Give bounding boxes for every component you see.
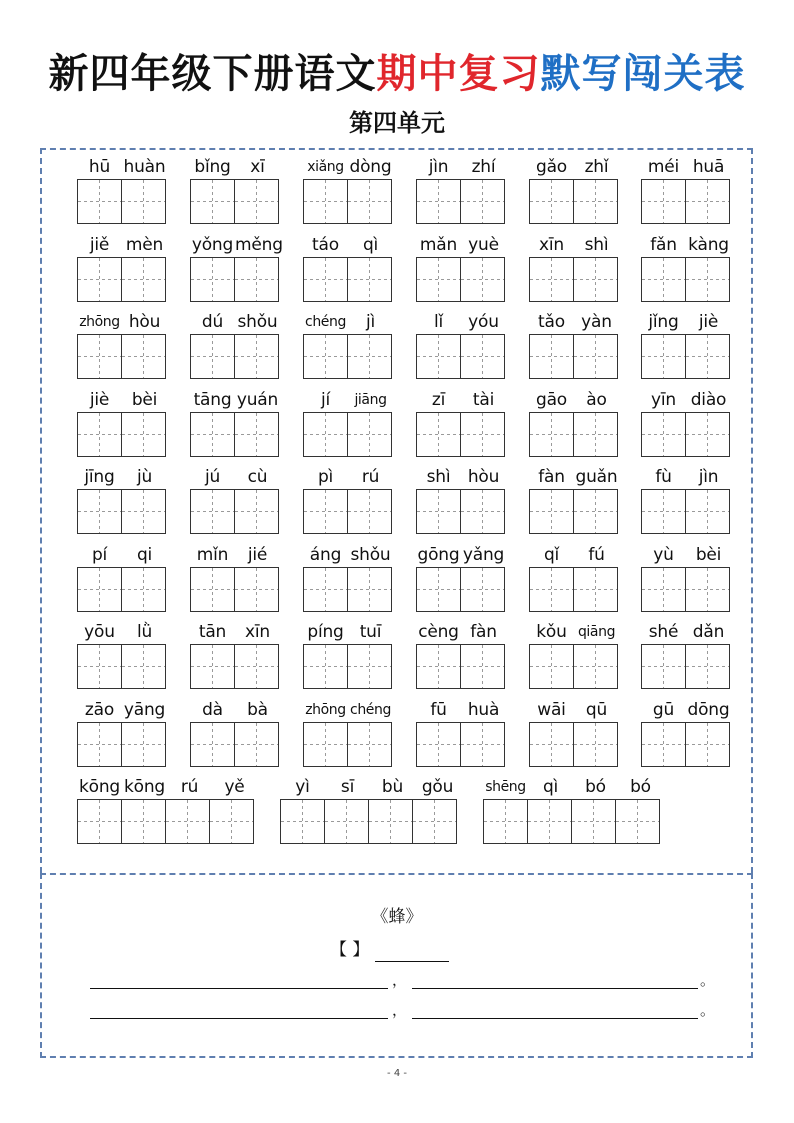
pinyin-word-5-4 <box>416 463 506 534</box>
pinyin-word-4-2 <box>190 386 280 457</box>
pinyin-word-1-3 <box>303 153 393 224</box>
pinyin-word-5-5 <box>529 463 619 534</box>
writing-box[interactable] <box>190 644 235 689</box>
writing-box[interactable] <box>77 489 122 534</box>
poem-line-1-blank-a[interactable] <box>90 968 388 989</box>
pinyin-word-7-6 <box>641 618 731 689</box>
pinyin-word-6-5 <box>529 541 619 612</box>
pinyin-syllable: sī <box>340 777 355 797</box>
writing-box[interactable] <box>303 412 348 457</box>
pinyin-syllable: gǎo <box>535 157 567 177</box>
pinyin-word-1-5 <box>529 153 619 224</box>
pinyin-syllable: hū <box>88 157 111 177</box>
pinyin-syllable: shǒu <box>237 312 278 332</box>
writing-box[interactable] <box>483 799 528 844</box>
pinyin-syllable: jù <box>136 467 153 487</box>
pinyin-syllable: qiāng <box>577 624 616 640</box>
pinyin-word-7-5 <box>529 618 619 689</box>
pinyin-syllable: jīng <box>84 467 115 487</box>
writing-box[interactable] <box>121 257 166 302</box>
writing-box[interactable] <box>529 179 574 224</box>
pinyin-syllable: bù <box>381 777 404 797</box>
writing-box[interactable] <box>685 257 730 302</box>
writing-box[interactable] <box>234 489 279 534</box>
pinyin-syllable: xiǎng <box>307 159 344 175</box>
writing-box[interactable] <box>685 644 730 689</box>
pinyin-syllable: zī <box>431 390 446 410</box>
pinyin-syllable: cù <box>247 467 268 487</box>
writing-box[interactable] <box>347 412 392 457</box>
page-title-part1: 新四年级下册语文 <box>48 50 377 97</box>
pinyin-word-1-2 <box>190 153 280 224</box>
pinyin-syllable: lǐ <box>433 312 444 332</box>
pinyin-syllable: gāo <box>535 390 567 410</box>
pinyin-syllable: diào <box>690 390 727 410</box>
writing-box[interactable] <box>685 567 730 612</box>
pinyin-syllable: jìn <box>428 157 449 177</box>
writing-box[interactable] <box>303 489 348 534</box>
pinyin-syllable: yāng <box>123 700 166 720</box>
pinyin-syllable: jú <box>204 467 221 487</box>
writing-box[interactable] <box>347 257 392 302</box>
pinyin-syllable: yù <box>653 545 674 565</box>
pinyin-syllable: xī <box>250 157 265 177</box>
pinyin-syllable: bó <box>630 777 651 797</box>
pinyin-syllable: huā <box>692 157 725 177</box>
pinyin-syllable: zhí <box>471 157 496 177</box>
pinyin-syllable: dōng <box>687 700 730 720</box>
pinyin-syllable: jì <box>365 312 376 332</box>
pinyin-syllable: yǒng <box>191 235 234 255</box>
pinyin-syllable: jiè <box>698 312 719 332</box>
pinyin-syllable: táo <box>312 235 339 255</box>
writing-box[interactable] <box>460 722 505 767</box>
pinyin-syllable: rú <box>361 467 380 487</box>
writing-box[interactable] <box>685 489 730 534</box>
writing-box[interactable] <box>685 334 730 379</box>
writing-box[interactable] <box>121 799 166 844</box>
pinyin-syllable: yīn <box>651 390 676 410</box>
writing-box[interactable] <box>573 489 618 534</box>
writing-box[interactable] <box>77 567 122 612</box>
writing-box[interactable] <box>412 799 457 844</box>
pinyin-syllable: fú <box>588 545 605 565</box>
pinyin-syllable: kōng <box>123 777 165 797</box>
pinyin-syllable: jiāng <box>354 392 387 408</box>
pinyin-word-2-2 <box>190 231 283 302</box>
pinyin-syllable: gǒu <box>421 777 454 797</box>
writing-box[interactable] <box>460 412 505 457</box>
pinyin-syllable: huà <box>467 700 500 720</box>
pinyin-word-3-6 <box>641 308 731 379</box>
writing-box[interactable] <box>234 567 279 612</box>
writing-box[interactable] <box>324 799 369 844</box>
pinyin-syllable: gōng <box>417 545 460 565</box>
writing-box[interactable] <box>368 799 413 844</box>
writing-box[interactable] <box>529 722 574 767</box>
writing-box[interactable] <box>416 567 461 612</box>
pinyin-syllable: kōng <box>78 777 120 797</box>
writing-box[interactable] <box>573 179 618 224</box>
writing-box[interactable] <box>416 722 461 767</box>
pinyin-word-2-3 <box>303 231 393 302</box>
writing-box[interactable] <box>165 799 210 844</box>
writing-box[interactable] <box>121 179 166 224</box>
pinyin-syllable: dú <box>201 312 224 332</box>
pinyin-syllable: fū <box>430 700 447 720</box>
writing-box[interactable] <box>190 722 235 767</box>
pinyin-word-5-2 <box>190 463 280 534</box>
writing-box[interactable] <box>641 412 686 457</box>
pinyin-word-2-5 <box>529 231 619 302</box>
writing-box[interactable] <box>573 722 618 767</box>
writing-box[interactable] <box>234 257 279 302</box>
pinyin-syllable: jié <box>247 545 268 565</box>
pinyin-syllable: wāi <box>537 700 566 720</box>
pinyin-syllable: rú <box>180 777 199 797</box>
pinyin-syllable: yì <box>295 777 310 797</box>
writing-box[interactable] <box>529 412 574 457</box>
writing-box[interactable] <box>529 644 574 689</box>
writing-box[interactable] <box>190 489 235 534</box>
pinyin-word-7-2 <box>190 618 280 689</box>
page-title <box>0 48 794 100</box>
writing-box[interactable] <box>573 257 618 302</box>
writing-box[interactable] <box>529 489 574 534</box>
writing-box[interactable] <box>209 799 254 844</box>
pinyin-syllable: huàn <box>123 157 166 177</box>
writing-box[interactable] <box>529 567 574 612</box>
pinyin-word-8-2 <box>190 696 280 767</box>
pinyin-syllable: fàn <box>470 622 497 642</box>
pinyin-syllable: jǐng <box>648 312 679 332</box>
pinyin-syllable: qì <box>542 777 559 797</box>
writing-box[interactable] <box>685 179 730 224</box>
writing-box[interactable] <box>641 489 686 534</box>
pinyin-syllable: jí <box>320 390 331 410</box>
writing-box[interactable] <box>77 179 122 224</box>
page-title-part3: 默写闯关表 <box>540 50 746 97</box>
writing-box[interactable] <box>460 489 505 534</box>
writing-box[interactable] <box>641 644 686 689</box>
writing-box[interactable] <box>685 412 730 457</box>
poem-line-2-blank-a[interactable] <box>90 998 388 1019</box>
writing-box[interactable] <box>347 567 392 612</box>
pinyin-syllable: lǜ <box>136 622 153 642</box>
writing-box[interactable] <box>77 799 122 844</box>
writing-box[interactable] <box>303 722 348 767</box>
pinyin-syllable: měng <box>235 235 283 255</box>
pinyin-syllable: mèn <box>125 235 164 255</box>
pinyin-word-3-5 <box>529 308 619 379</box>
writing-box[interactable] <box>234 179 279 224</box>
writing-box[interactable] <box>121 334 166 379</box>
writing-box[interactable] <box>460 334 505 379</box>
pinyin-syllable: pí <box>91 545 108 565</box>
writing-box[interactable] <box>347 179 392 224</box>
pinyin-syllable: bèi <box>131 390 158 410</box>
poem-title: 《蜂》 <box>371 907 423 927</box>
pinyin-word-6-4 <box>416 541 506 612</box>
pinyin-word-4-4 <box>416 386 506 457</box>
pinyin-syllable: tǎo <box>538 312 565 332</box>
pinyin-syllable: yóu <box>468 312 499 332</box>
pinyin-syllable: tān <box>198 622 227 642</box>
pinyin-syllable: xīn <box>539 235 564 255</box>
pinyin-syllable: yōu <box>84 622 115 642</box>
pinyin-syllable: zāo <box>84 700 115 720</box>
writing-box[interactable] <box>460 179 505 224</box>
pinyin-syllable: fàn <box>538 467 565 487</box>
pinyin-syllable: qì <box>362 235 379 255</box>
pinyin-syllable: xīn <box>245 622 270 642</box>
writing-box[interactable] <box>121 489 166 534</box>
pinyin-word-5-3 <box>303 463 393 534</box>
writing-box[interactable] <box>416 334 461 379</box>
pinyin-word-4-6 <box>641 386 731 457</box>
pinyin-syllable: shì <box>426 467 451 487</box>
writing-box[interactable] <box>121 644 166 689</box>
pinyin-syllable: shì <box>584 235 609 255</box>
pinyin-word-8-4 <box>416 696 506 767</box>
pinyin-word-1-1 <box>77 153 167 224</box>
writing-box[interactable] <box>303 334 348 379</box>
pinyin-syllable: píng <box>307 622 344 642</box>
pinyin-syllable: tāng <box>193 390 232 410</box>
writing-box[interactable] <box>641 334 686 379</box>
pinyin-word-5-1 <box>77 463 167 534</box>
writing-box[interactable] <box>190 257 235 302</box>
pinyin-word-8-5 <box>529 696 619 767</box>
writing-box[interactable] <box>416 489 461 534</box>
writing-box[interactable] <box>77 334 122 379</box>
writing-box[interactable] <box>234 412 279 457</box>
poem-line-2-comma: ， <box>392 1001 408 1019</box>
pinyin-syllable: hòu <box>128 312 161 332</box>
writing-box[interactable] <box>190 334 235 379</box>
pinyin-word-3-2 <box>190 308 280 379</box>
pinyin-syllable: tuī <box>359 622 382 642</box>
idiom-word-1 <box>77 773 257 844</box>
pinyin-word-5-6 <box>641 463 731 534</box>
page-title-part2: 期中复习 <box>376 50 541 97</box>
pinyin-syllable: bèi <box>695 545 722 565</box>
pinyin-syllable: yuè <box>468 235 499 255</box>
writing-box[interactable] <box>303 644 348 689</box>
poem-line-2-period: 。 <box>700 1001 716 1019</box>
writing-box[interactable] <box>641 567 686 612</box>
pinyin-syllable: chéng <box>350 702 391 718</box>
idiom-word-3 <box>483 773 663 844</box>
writing-box[interactable] <box>529 257 574 302</box>
pinyin-syllable: hòu <box>467 467 500 487</box>
pinyin-syllable: shēng <box>485 779 526 795</box>
pinyin-syllable: áng <box>309 545 342 565</box>
pinyin-word-4-3 <box>303 386 393 457</box>
writing-box[interactable] <box>641 179 686 224</box>
writing-box[interactable] <box>416 644 461 689</box>
poem-line-2-blank-b[interactable] <box>412 998 698 1019</box>
pinyin-word-4-5 <box>529 386 619 457</box>
pinyin-word-7-1 <box>77 618 167 689</box>
writing-box[interactable] <box>121 567 166 612</box>
pinyin-word-8-3 <box>303 696 393 767</box>
pinyin-word-3-4 <box>416 308 506 379</box>
pinyin-syllable: fù <box>655 467 672 487</box>
pinyin-syllable: gū <box>652 700 675 720</box>
pinyin-syllable: qi <box>136 545 153 565</box>
writing-box[interactable] <box>416 412 461 457</box>
pinyin-word-2-6 <box>641 231 731 302</box>
poem-line-1-period: 。 <box>700 971 716 989</box>
pinyin-syllable: fǎn <box>650 235 677 255</box>
pinyin-syllable: guǎn <box>575 467 618 487</box>
writing-box[interactable] <box>573 334 618 379</box>
pinyin-syllable: shé <box>648 622 679 642</box>
pinyin-syllable: chéng <box>305 314 346 330</box>
pinyin-syllable: zhōng <box>305 702 346 718</box>
writing-box[interactable] <box>190 567 235 612</box>
pinyin-word-6-2 <box>190 541 280 612</box>
pinyin-syllable: bó <box>585 777 606 797</box>
pinyin-word-7-3 <box>303 618 393 689</box>
writing-box[interactable] <box>234 334 279 379</box>
pinyin-syllable: dǎn <box>692 622 725 642</box>
pinyin-syllable: zhǐ <box>584 157 609 177</box>
pinyin-word-7-4 <box>416 618 506 689</box>
poem-line-1-comma: ， <box>392 971 408 989</box>
writing-box[interactable] <box>615 799 660 844</box>
poem-dictation-panel <box>40 873 753 1058</box>
pinyin-syllable: zhōng <box>79 314 120 330</box>
pinyin-syllable: yǎng <box>462 545 505 565</box>
writing-box[interactable] <box>347 334 392 379</box>
writing-box[interactable] <box>190 412 235 457</box>
idiom-word-2 <box>280 773 460 844</box>
writing-box[interactable] <box>347 644 392 689</box>
pinyin-word-3-1 <box>77 308 167 379</box>
pinyin-syllable: dòng <box>349 157 392 177</box>
pinyin-syllable: bǐng <box>194 157 231 177</box>
writing-box[interactable] <box>347 722 392 767</box>
poem-line-1-blank-b[interactable] <box>412 968 698 989</box>
pinyin-syllable: mǎn <box>419 235 458 255</box>
pinyin-syllable: pì <box>317 467 334 487</box>
writing-box[interactable] <box>573 644 618 689</box>
pinyin-syllable: yàn <box>581 312 612 332</box>
pinyin-syllable: yě <box>224 777 245 797</box>
pinyin-syllable: qǐ <box>543 545 560 565</box>
pinyin-syllable: dà <box>202 700 223 720</box>
pinyin-syllable: kàng <box>688 235 729 255</box>
writing-box[interactable] <box>303 179 348 224</box>
writing-box[interactable] <box>303 257 348 302</box>
writing-box[interactable] <box>77 722 122 767</box>
pinyin-syllable: jìn <box>698 467 719 487</box>
writing-box[interactable] <box>121 412 166 457</box>
unit-heading: 第四单元 <box>349 108 445 137</box>
writing-box[interactable] <box>303 567 348 612</box>
writing-box[interactable] <box>529 334 574 379</box>
writing-box[interactable] <box>460 257 505 302</box>
writing-box[interactable] <box>190 179 235 224</box>
writing-box[interactable] <box>527 799 572 844</box>
writing-box[interactable] <box>77 412 122 457</box>
writing-box[interactable] <box>234 644 279 689</box>
pinyin-syllable: méi <box>647 157 680 177</box>
author-bracket: 【 】 <box>330 940 370 960</box>
pinyin-syllable: shǒu <box>350 545 391 565</box>
pinyin-word-2-4 <box>416 231 506 302</box>
writing-box[interactable] <box>77 644 122 689</box>
pinyin-syllable: cèng <box>418 622 459 642</box>
pinyin-syllable: yuán <box>236 390 279 410</box>
writing-box[interactable] <box>573 412 618 457</box>
pinyin-word-6-3 <box>303 541 393 612</box>
writing-box[interactable] <box>641 722 686 767</box>
pinyin-word-1-6 <box>641 153 731 224</box>
writing-box[interactable] <box>234 722 279 767</box>
pinyin-word-8-1 <box>77 696 167 767</box>
page-number: - 4 - <box>387 1068 407 1079</box>
writing-box[interactable] <box>460 567 505 612</box>
pinyin-word-8-6 <box>641 696 731 767</box>
writing-box[interactable] <box>280 799 325 844</box>
pinyin-syllable: bà <box>247 700 268 720</box>
author-blank[interactable] <box>375 941 449 962</box>
writing-box[interactable] <box>641 257 686 302</box>
writing-box[interactable] <box>416 257 461 302</box>
writing-box[interactable] <box>571 799 616 844</box>
writing-box[interactable] <box>573 567 618 612</box>
writing-box[interactable] <box>685 722 730 767</box>
pinyin-syllable: ào <box>586 390 607 410</box>
pinyin-syllable: jiè <box>89 390 110 410</box>
pinyin-word-6-6 <box>641 541 731 612</box>
writing-box[interactable] <box>77 257 122 302</box>
pinyin-word-6-1 <box>77 541 167 612</box>
writing-box[interactable] <box>416 179 461 224</box>
pinyin-syllable: qū <box>585 700 608 720</box>
pinyin-word-4-1 <box>77 386 167 457</box>
writing-box[interactable] <box>347 489 392 534</box>
pinyin-syllable: jiě <box>89 235 110 255</box>
pinyin-syllable: tài <box>472 390 495 410</box>
poem-author-line <box>330 938 449 962</box>
writing-box[interactable] <box>121 722 166 767</box>
pinyin-word-3-3 <box>303 308 393 379</box>
pinyin-word-1-4 <box>416 153 506 224</box>
writing-box[interactable] <box>460 644 505 689</box>
pinyin-syllable: kǒu <box>536 622 567 642</box>
pinyin-syllable: mǐn <box>196 545 229 565</box>
pinyin-word-2-1 <box>77 231 167 302</box>
